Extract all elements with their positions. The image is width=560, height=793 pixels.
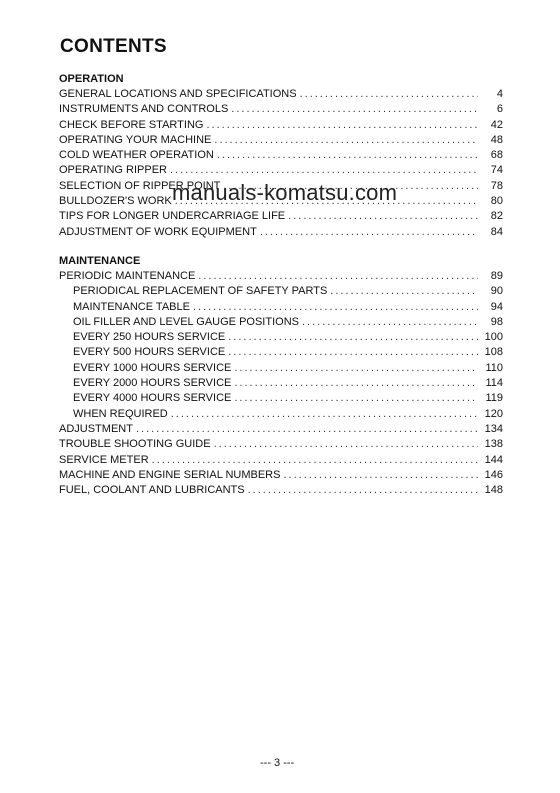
dot-leader bbox=[193, 300, 478, 315]
dot-leader bbox=[217, 148, 478, 163]
toc-entry[interactable] bbox=[59, 225, 503, 240]
toc-entry-page: 98 bbox=[490, 315, 503, 328]
toc-entry[interactable] bbox=[59, 269, 503, 284]
dot-leader bbox=[302, 315, 478, 330]
toc-entry-page: 74 bbox=[490, 164, 503, 177]
dot-leader bbox=[170, 163, 478, 178]
toc-entry-label: EVERY 250 HOURS SERVICE bbox=[73, 331, 226, 344]
toc-entry[interactable] bbox=[59, 87, 503, 102]
dot-leader bbox=[260, 225, 478, 240]
dot-leader bbox=[330, 284, 478, 299]
toc-entry[interactable] bbox=[59, 483, 503, 498]
toc-entry-label: OPERATING RIPPER bbox=[59, 164, 167, 177]
toc-entry-page: 114 bbox=[485, 377, 503, 390]
toc-entry-label: ADJUSTMENT OF WORK EQUIPMENT bbox=[59, 225, 257, 238]
dot-leader bbox=[234, 376, 478, 391]
toc-entry-page: 48 bbox=[490, 133, 503, 146]
dot-leader bbox=[198, 269, 478, 284]
dot-leader bbox=[228, 345, 478, 360]
toc-entry[interactable] bbox=[59, 209, 503, 224]
toc-entry-label: EVERY 2000 HOURS SERVICE bbox=[73, 377, 232, 390]
toc-entry-page: 80 bbox=[490, 195, 503, 208]
toc-entry-page: 42 bbox=[490, 118, 503, 131]
toc-entry-label: BULLDOZER'S WORK bbox=[59, 195, 172, 208]
toc-entry[interactable] bbox=[59, 422, 503, 437]
dot-leader bbox=[214, 437, 478, 452]
section-operation bbox=[59, 72, 503, 240]
dot-leader bbox=[206, 118, 478, 133]
toc-entry[interactable] bbox=[59, 133, 503, 148]
page-title: CONTENTS bbox=[60, 36, 167, 57]
dot-leader bbox=[234, 361, 478, 376]
toc-entry-label: EVERY 500 HOURS SERVICE bbox=[73, 346, 226, 359]
toc-entry-page: 89 bbox=[490, 270, 503, 282]
toc-entry-label: INSTRUMENTS AND CONTROLS bbox=[59, 103, 229, 116]
toc-entry[interactable] bbox=[59, 118, 503, 133]
toc-entry-label: OIL FILLER AND LEVEL GAUGE POSITIONS bbox=[73, 315, 299, 328]
toc-entry-label: SELECTION OF RIPPER POINT bbox=[59, 179, 221, 192]
toc-entry-page: 120 bbox=[484, 407, 503, 420]
toc-entry-page: 82 bbox=[490, 210, 503, 223]
toc-entry[interactable] bbox=[59, 453, 503, 468]
toc-entry[interactable] bbox=[59, 345, 503, 360]
toc-entry-page: 144 bbox=[484, 453, 503, 466]
toc-entry-label: ADJUSTMENT bbox=[59, 422, 133, 435]
dot-leader bbox=[234, 391, 478, 406]
toc-entry[interactable] bbox=[59, 391, 503, 406]
toc-entry-page: 148 bbox=[484, 484, 503, 497]
dot-leader bbox=[152, 453, 478, 468]
dot-leader bbox=[288, 209, 478, 224]
toc-entry-label: PERIODICAL REPLACEMENT OF SAFETY PARTS bbox=[73, 285, 328, 298]
toc-entry-page: 78 bbox=[490, 179, 503, 192]
dot-leader bbox=[283, 468, 478, 483]
toc-entry-page: 119 bbox=[485, 392, 503, 405]
dot-leader bbox=[231, 102, 478, 117]
toc-entry[interactable] bbox=[59, 284, 503, 299]
toc-entry-page: 68 bbox=[490, 149, 503, 162]
toc-entry[interactable] bbox=[59, 376, 503, 391]
dot-leader bbox=[171, 407, 478, 422]
toc-entry-label: EVERY 1000 HOURS SERVICE bbox=[73, 361, 232, 374]
toc-entry[interactable] bbox=[59, 163, 503, 178]
toc-entry[interactable] bbox=[59, 148, 503, 163]
section-heading: MAINTENANCE bbox=[59, 255, 141, 267]
toc-entry[interactable] bbox=[59, 102, 503, 117]
toc-entry-page: 138 bbox=[484, 438, 503, 451]
toc-entry-label: MACHINE AND ENGINE SERIAL NUMBERS bbox=[59, 468, 281, 481]
toc-list bbox=[59, 87, 503, 240]
toc-entry-page: 84 bbox=[490, 225, 503, 238]
toc-entry-page: 146 bbox=[484, 468, 503, 481]
toc-entry[interactable] bbox=[59, 315, 503, 330]
toc-entry-label: OPERATING YOUR MACHINE bbox=[59, 133, 212, 146]
toc-entry-page: 4 bbox=[496, 88, 503, 100]
section-heading: OPERATION bbox=[59, 73, 124, 85]
toc-entry[interactable] bbox=[59, 407, 503, 422]
toc-entry-page: 134 bbox=[484, 422, 503, 435]
toc-entry[interactable] bbox=[59, 437, 503, 452]
toc-entry-label: TROUBLE SHOOTING GUIDE bbox=[59, 438, 211, 451]
page-number: --- 3 --- bbox=[260, 757, 295, 769]
dot-leader bbox=[228, 330, 478, 345]
toc-entry-label: WHEN REQUIRED bbox=[73, 407, 168, 420]
toc-entry-label: GENERAL LOCATIONS AND SPECIFICATIONS bbox=[59, 88, 297, 100]
toc-entry-label: PERIODIC MAINTENANCE bbox=[59, 270, 196, 282]
toc-entry-page: 100 bbox=[484, 331, 503, 344]
dot-leader bbox=[136, 422, 478, 437]
toc-entry-label: TIPS FOR LONGER UNDERCARRIAGE LIFE bbox=[59, 210, 286, 223]
toc-entry-label: SERVICE METER bbox=[59, 453, 149, 466]
toc-entry-label: CHECK BEFORE STARTING bbox=[59, 118, 204, 131]
toc-entry[interactable] bbox=[59, 468, 503, 483]
dot-leader bbox=[214, 133, 478, 148]
toc-entry-label: MAINTENANCE TABLE bbox=[73, 300, 190, 313]
dot-leader bbox=[248, 483, 478, 498]
dot-leader bbox=[300, 87, 478, 102]
toc-entry-page: 110 bbox=[485, 361, 503, 374]
toc-entry-page: 94 bbox=[490, 300, 503, 313]
section-maintenance bbox=[59, 254, 503, 498]
toc-entry[interactable] bbox=[59, 300, 503, 315]
toc-entry-label: EVERY 4000 HOURS SERVICE bbox=[73, 392, 232, 405]
toc-entry-page: 6 bbox=[496, 103, 503, 116]
toc-entry-page: 108 bbox=[484, 346, 503, 359]
toc-list bbox=[59, 269, 503, 498]
toc-entry-label: COLD WEATHER OPERATION bbox=[59, 149, 214, 162]
toc-entry[interactable] bbox=[59, 330, 503, 345]
toc-entry-label: FUEL, COOLANT AND LUBRICANTS bbox=[59, 484, 245, 497]
watermark: manuals-komatsu.com bbox=[172, 180, 398, 205]
toc-entry[interactable] bbox=[59, 361, 503, 376]
toc-entry-page: 90 bbox=[490, 285, 503, 298]
